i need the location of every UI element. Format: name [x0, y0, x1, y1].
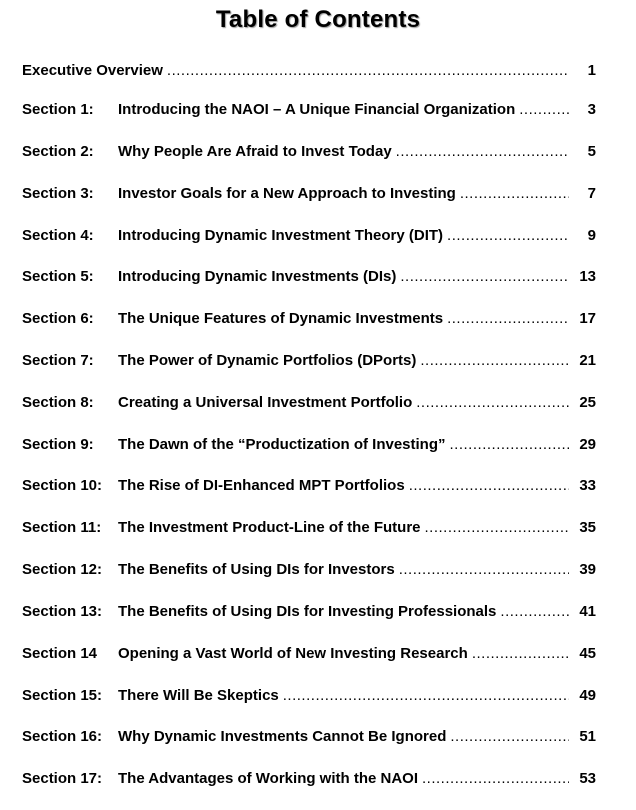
toc-section-label: Section 15:: [22, 687, 103, 704]
toc-entry[interactable]: [22, 603, 596, 625]
toc-page-number: 17: [579, 310, 596, 327]
toc-section-label: Section 8:: [22, 394, 94, 411]
toc-entry[interactable]: [22, 227, 596, 249]
toc-leader-dots: [450, 436, 569, 453]
toc-section-label: Section 11:: [22, 519, 102, 536]
toc-entry[interactable]: [22, 477, 596, 499]
toc-page-number: 21: [579, 352, 596, 369]
toc-leader-dots: [399, 561, 569, 578]
toc-entry[interactable]: [22, 436, 596, 458]
toc-entry-title: Why People Are Afraid to Invest Today: [118, 143, 392, 160]
toc-page-number: 1: [587, 62, 596, 79]
toc-leader-dots: [519, 101, 569, 118]
toc-leader-dots: [460, 185, 569, 202]
toc-entry[interactable]: [22, 394, 596, 416]
toc-section-label: Section 5:: [22, 268, 94, 285]
toc-entry-title: The Power of Dynamic Portfolios (DPorts): [118, 352, 417, 369]
toc-page-number: 7: [587, 185, 596, 202]
toc-page-number: 53: [579, 770, 596, 787]
toc-leader-dots: [396, 143, 569, 160]
toc-entry-title: Opening a Vast World of New Investing Research: [118, 645, 468, 662]
toc-section-label: Section 6:: [22, 310, 94, 327]
toc-entry-title: Introducing the NAOI – A Unique Financial Organization: [118, 101, 516, 118]
toc-entry-title: Introducing Dynamic Investments (DIs): [118, 268, 397, 285]
toc-entry[interactable]: [22, 561, 596, 583]
toc-section-label: Section 12:: [22, 561, 103, 578]
toc-page-number: 9: [587, 227, 596, 244]
toc-page-number: 29: [579, 436, 596, 453]
toc-leader-dots: [416, 394, 569, 411]
toc-entry[interactable]: [22, 645, 596, 667]
toc-page-number: 41: [579, 603, 596, 620]
toc-leader-dots: [400, 268, 569, 285]
toc-entry-title: Introducing Dynamic Investment Theory (DIT): [118, 227, 444, 244]
toc-leader-dots: [472, 645, 569, 662]
toc-page-number: 33: [579, 477, 596, 494]
toc-leader-dots: [409, 477, 569, 494]
toc-entry-title: There Will Be Skeptics: [118, 687, 279, 704]
toc-leader-dots: [283, 687, 569, 704]
toc-leader-dots: [422, 770, 569, 787]
toc-entry[interactable]: [22, 185, 596, 207]
toc-entry-title: The Investment Product-Line of the Future: [118, 519, 421, 536]
toc-section-label: Section 7:: [22, 352, 94, 369]
toc-entry-title: Why Dynamic Investments Cannot Be Ignored: [118, 728, 447, 745]
toc-section-label: Section 17:: [22, 770, 103, 787]
toc-section-label: Section 1:: [22, 101, 94, 118]
toc-page-number: 5: [587, 143, 596, 160]
toc-entry-title: The Advantages of Working with the NAOI: [118, 770, 419, 787]
toc-leader-dots: [425, 519, 569, 536]
toc-page-number: 13: [579, 268, 596, 285]
toc-section-label: Section 4:: [22, 227, 94, 244]
toc-leader-dots: [450, 728, 569, 745]
toc-section-label: Executive Overview: [22, 62, 163, 79]
toc-page-number: 51: [579, 728, 596, 745]
toc-section-label: Section 9:: [22, 436, 94, 453]
toc-leader-dots: [500, 603, 569, 620]
toc-page-number: 39: [579, 561, 596, 578]
toc-entry-title: Creating a Universal Investment Portfolio: [118, 394, 413, 411]
toc-entry-title: Investor Goals for a New Approach to Investing: [118, 185, 456, 202]
toc-section-label: Section 10:: [22, 477, 103, 494]
toc-entry-title: The Unique Features of Dynamic Investments: [118, 310, 444, 327]
toc-section-label: Section 13:: [22, 603, 103, 620]
toc-entry[interactable]: [22, 143, 596, 165]
toc-section-label: Section 2:: [22, 143, 94, 160]
toc-entry-title: The Dawn of the “Productization of Investing”: [118, 436, 446, 453]
toc-leader-dots: [447, 227, 569, 244]
toc-entry[interactable]: [22, 268, 596, 290]
toc-entry[interactable]: [22, 352, 596, 374]
toc-leader-dots: [167, 62, 569, 79]
toc-page-number: 49: [579, 687, 596, 704]
toc-page-number: 25: [579, 394, 596, 411]
toc-page-number: 3: [587, 101, 596, 118]
toc-entry[interactable]: [22, 101, 596, 123]
toc-entry-title: The Benefits of Using DIs for Investing Professionals: [118, 603, 497, 620]
page-title: Table of Contents: [215, 6, 421, 33]
toc-page-number: 45: [579, 645, 596, 662]
toc-entry-title: The Rise of DI-Enhanced MPT Portfolios: [118, 477, 405, 494]
toc-leader-dots: [420, 352, 569, 369]
toc-section-label: Section 14: [22, 645, 98, 662]
toc-entry[interactable]: [22, 770, 596, 792]
toc-section-label: Section 3:: [22, 185, 94, 202]
toc-section-label: Section 16:: [22, 728, 103, 745]
toc-page-number: 35: [579, 519, 596, 536]
toc-entry[interactable]: [22, 62, 596, 84]
toc-leader-dots: [447, 310, 569, 327]
toc-entry[interactable]: [22, 687, 596, 709]
toc-entry[interactable]: [22, 519, 596, 541]
toc-entry-title: The Benefits of Using DIs for Investors: [118, 561, 395, 578]
toc-entry[interactable]: [22, 728, 596, 750]
toc-entry[interactable]: [22, 310, 596, 332]
